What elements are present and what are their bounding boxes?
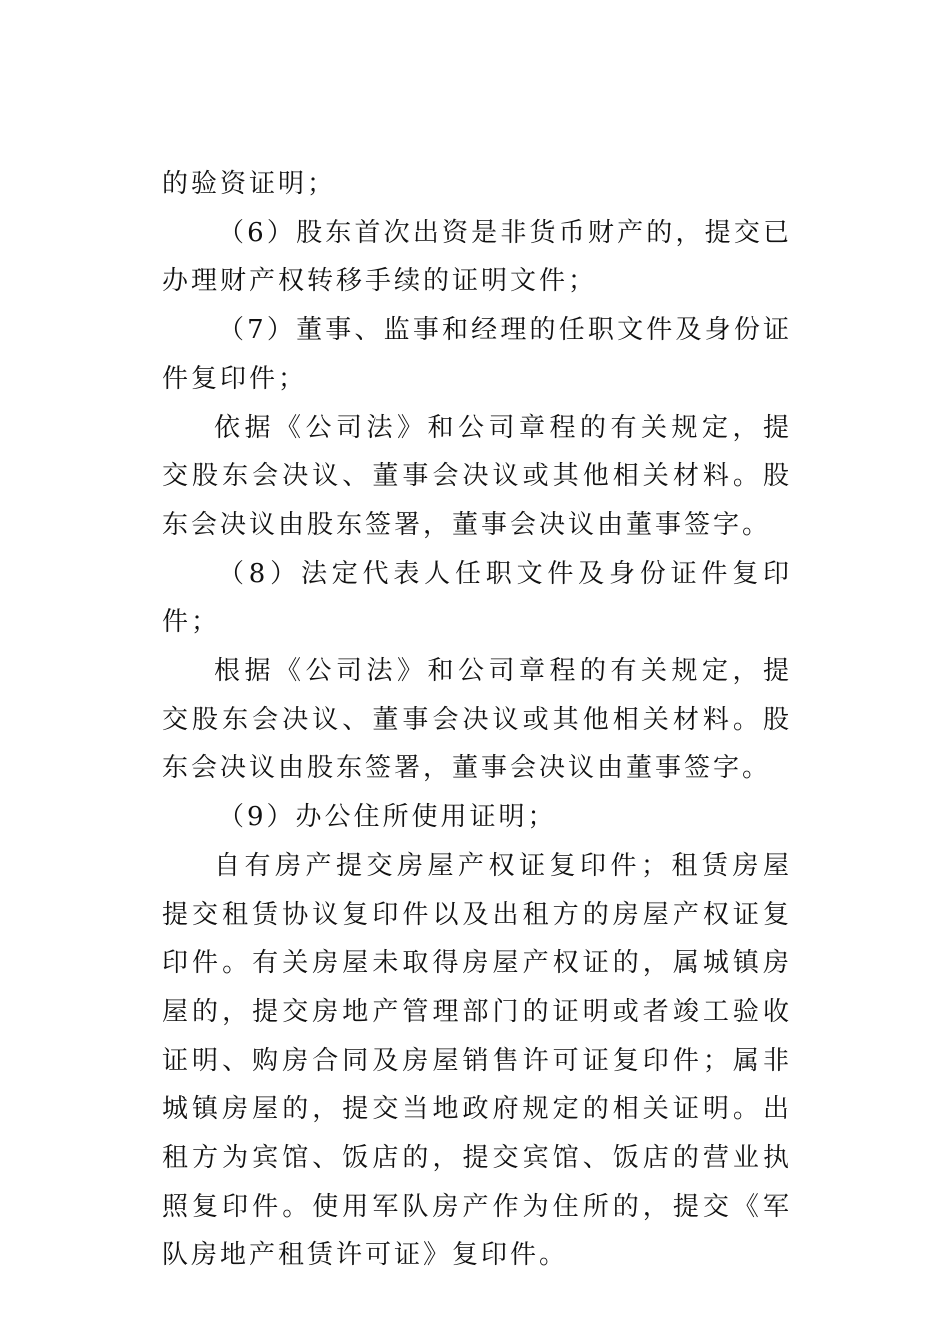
paragraph-capital-verification-end: 的验资证明； [162, 169, 337, 199]
paragraph-item-7-detail: 依据《公司法》和公司章程的有关规定，提交股东会决议、董事会决议或其他相关材料。股东会决议由股东签署，董事会决议由董事签字。 [162, 412, 792, 540]
paragraph-item-9-detail: 自有房产提交房屋产权证复印件；租赁房屋提交租赁协议复印件以及出租方的房屋产权证复印件。有关房屋未取得房屋产权证的，属城镇房屋的，提交房地产管理部门的证明或者竣工验收证明、购房合同及房屋销售许可证复印件；属非城镇房屋的，提交当地政府规定的相关证明。出租方为宾馆、饭店的，提交宾馆、饭店的营业执照复印件。使用军队房产作为住所的，提交《军队房地产租赁许可证》复印件。 [162, 850, 792, 1271]
document-body [162, 160, 792, 1280]
paragraph-item-8: （8）法定代表人任职文件及身份证件复印件； [162, 558, 792, 638]
paragraph-item-6: （6）股东首次出资是非货币财产的，提交已办理财产权转移手续的证明文件； [162, 217, 792, 297]
paragraph-item-8-detail: 根据《公司法》和公司章程的有关规定，提交股东会决议、董事会决议或其他相关材料。股东会决议由股东签署，董事会决议由董事签字。 [162, 656, 792, 784]
paragraph-item-9: （9）办公住所使用证明； [218, 802, 557, 833]
paragraph-item-7: （7）董事、监事和经理的任职文件及身份证件复印件； [162, 315, 792, 394]
